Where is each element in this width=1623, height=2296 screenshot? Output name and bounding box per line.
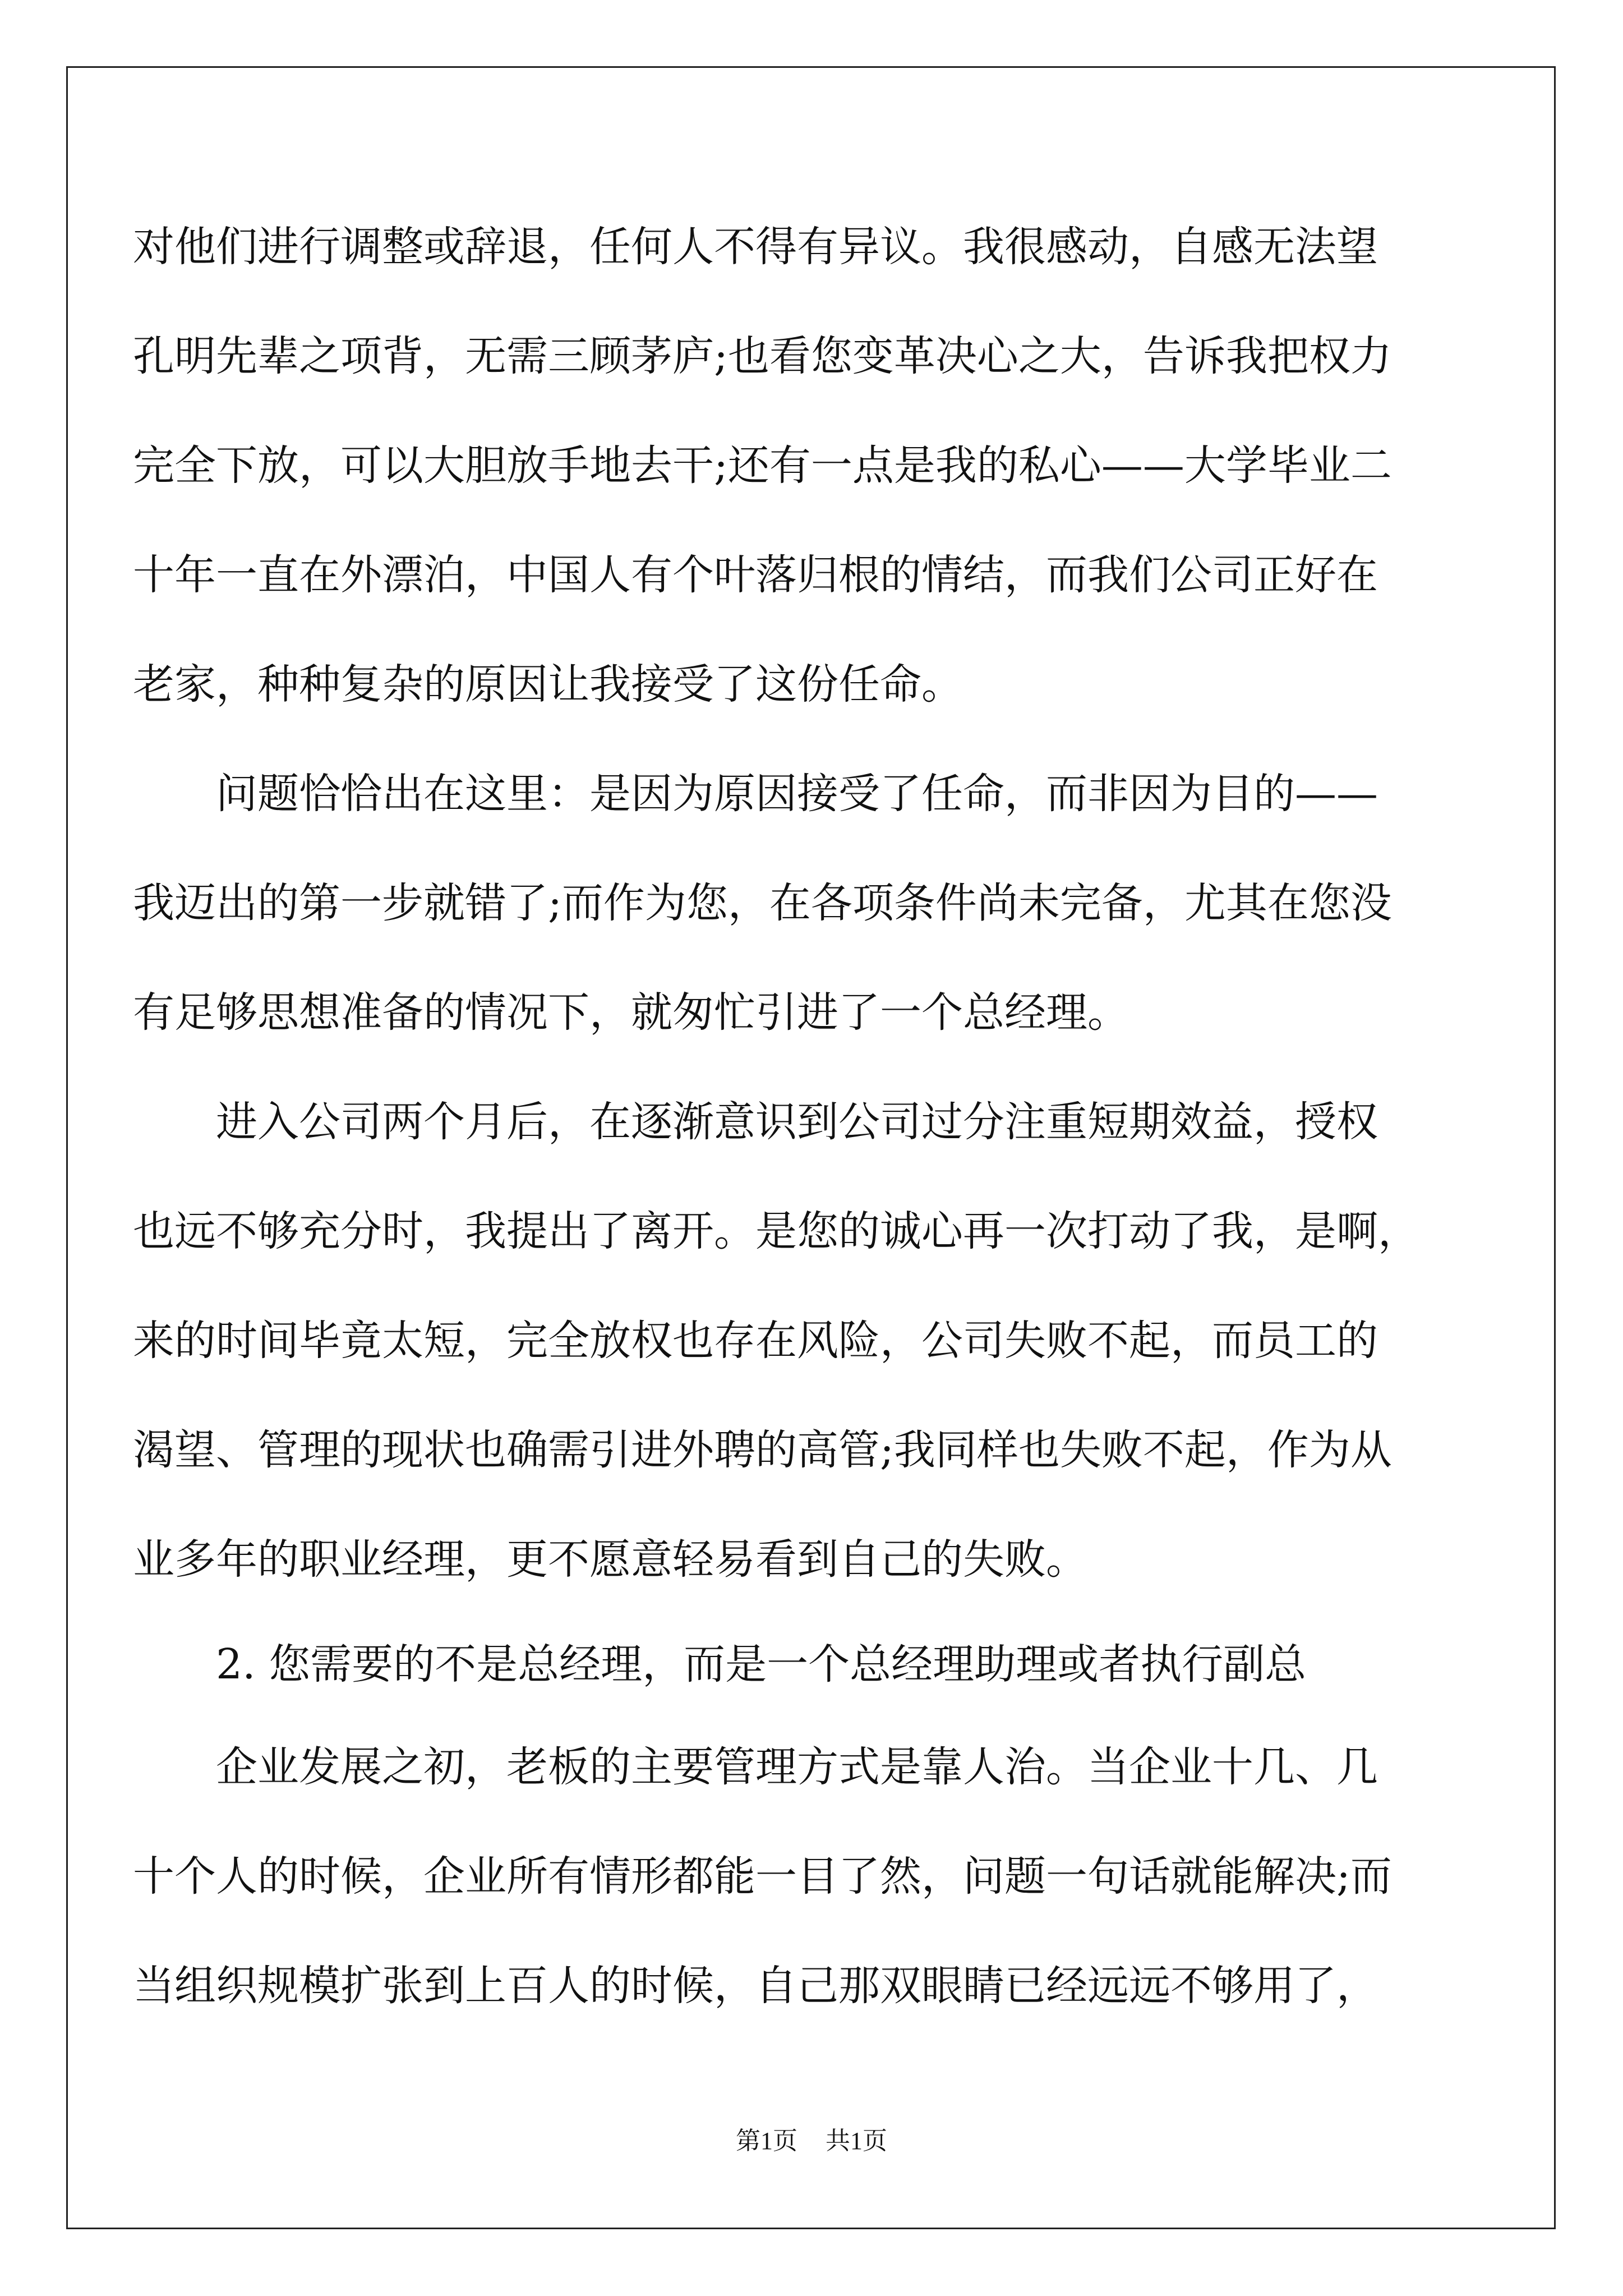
text-line: 老家，种种复杂的原因让我接受了这份任命。 bbox=[133, 660, 963, 708]
text-line: 孔明先辈之项背，无需三顾茅庐;也看您变革决心之大，告诉我把权力 bbox=[133, 332, 1392, 380]
text-line: 完全下放，可以大胆放手地去干;还有一点是我的私心——大学毕业二 bbox=[133, 441, 1392, 490]
text-line: 当组织规模扩张到上百人的时候，自己那双眼睛已经远远不够用了， bbox=[133, 1962, 1378, 2010]
text-line: 来的时间毕竟太短，完全放权也存在风险，公司失败不起，而员工的 bbox=[133, 1317, 1378, 1365]
page-number: 第1页 bbox=[736, 2127, 797, 2155]
text-line: 十年一直在外漂泊，中国人有个叶落归根的情结，而我们公司正好在 bbox=[133, 551, 1378, 599]
text-line: 也远不够充分时，我提出了离开。是您的诚心再一次打动了我，是啊， bbox=[133, 1207, 1419, 1255]
text-line: 对他们进行调整或辞退，任何人不得有异议。我很感动，自感无法望 bbox=[133, 223, 1378, 271]
text-line: 业多年的职业经理，更不愿意轻易看到自己的失败。 bbox=[133, 1535, 1087, 1584]
text-line: 有足够思想准备的情况下，就匆忙引进了一个总经理。 bbox=[133, 988, 1129, 1037]
text-line: 十个人的时候，企业所有情形都能一目了然，问题一句话就能解决;而 bbox=[133, 1852, 1392, 1901]
paragraph-first-line: 企业发展之初，老板的主要管理方式是靠人治。当企业十几、几 bbox=[216, 1743, 1378, 1791]
page-total: 共1页 bbox=[826, 2127, 887, 2155]
page-footer bbox=[0, 2120, 1623, 2156]
paragraph-first-line: 进入公司两个月后，在逐渐意识到公司过分注重短期效益，授权 bbox=[216, 1098, 1378, 1146]
section-heading: 2. 您需要的不是总经理，而是一个总经理助理或者执行副总 bbox=[216, 1640, 1307, 1688]
text-line: 渴望、管理的现状也确需引进外聘的高管;我同样也失败不起，作为从 bbox=[133, 1426, 1392, 1474]
paragraph-first-line: 问题恰恰出在这里：是因为原因接受了任命，而非因为目的—— bbox=[216, 770, 1378, 818]
text-line: 我迈出的第一步就错了;而作为您，在各项条件尚未完备，尤其在您没 bbox=[133, 879, 1392, 927]
